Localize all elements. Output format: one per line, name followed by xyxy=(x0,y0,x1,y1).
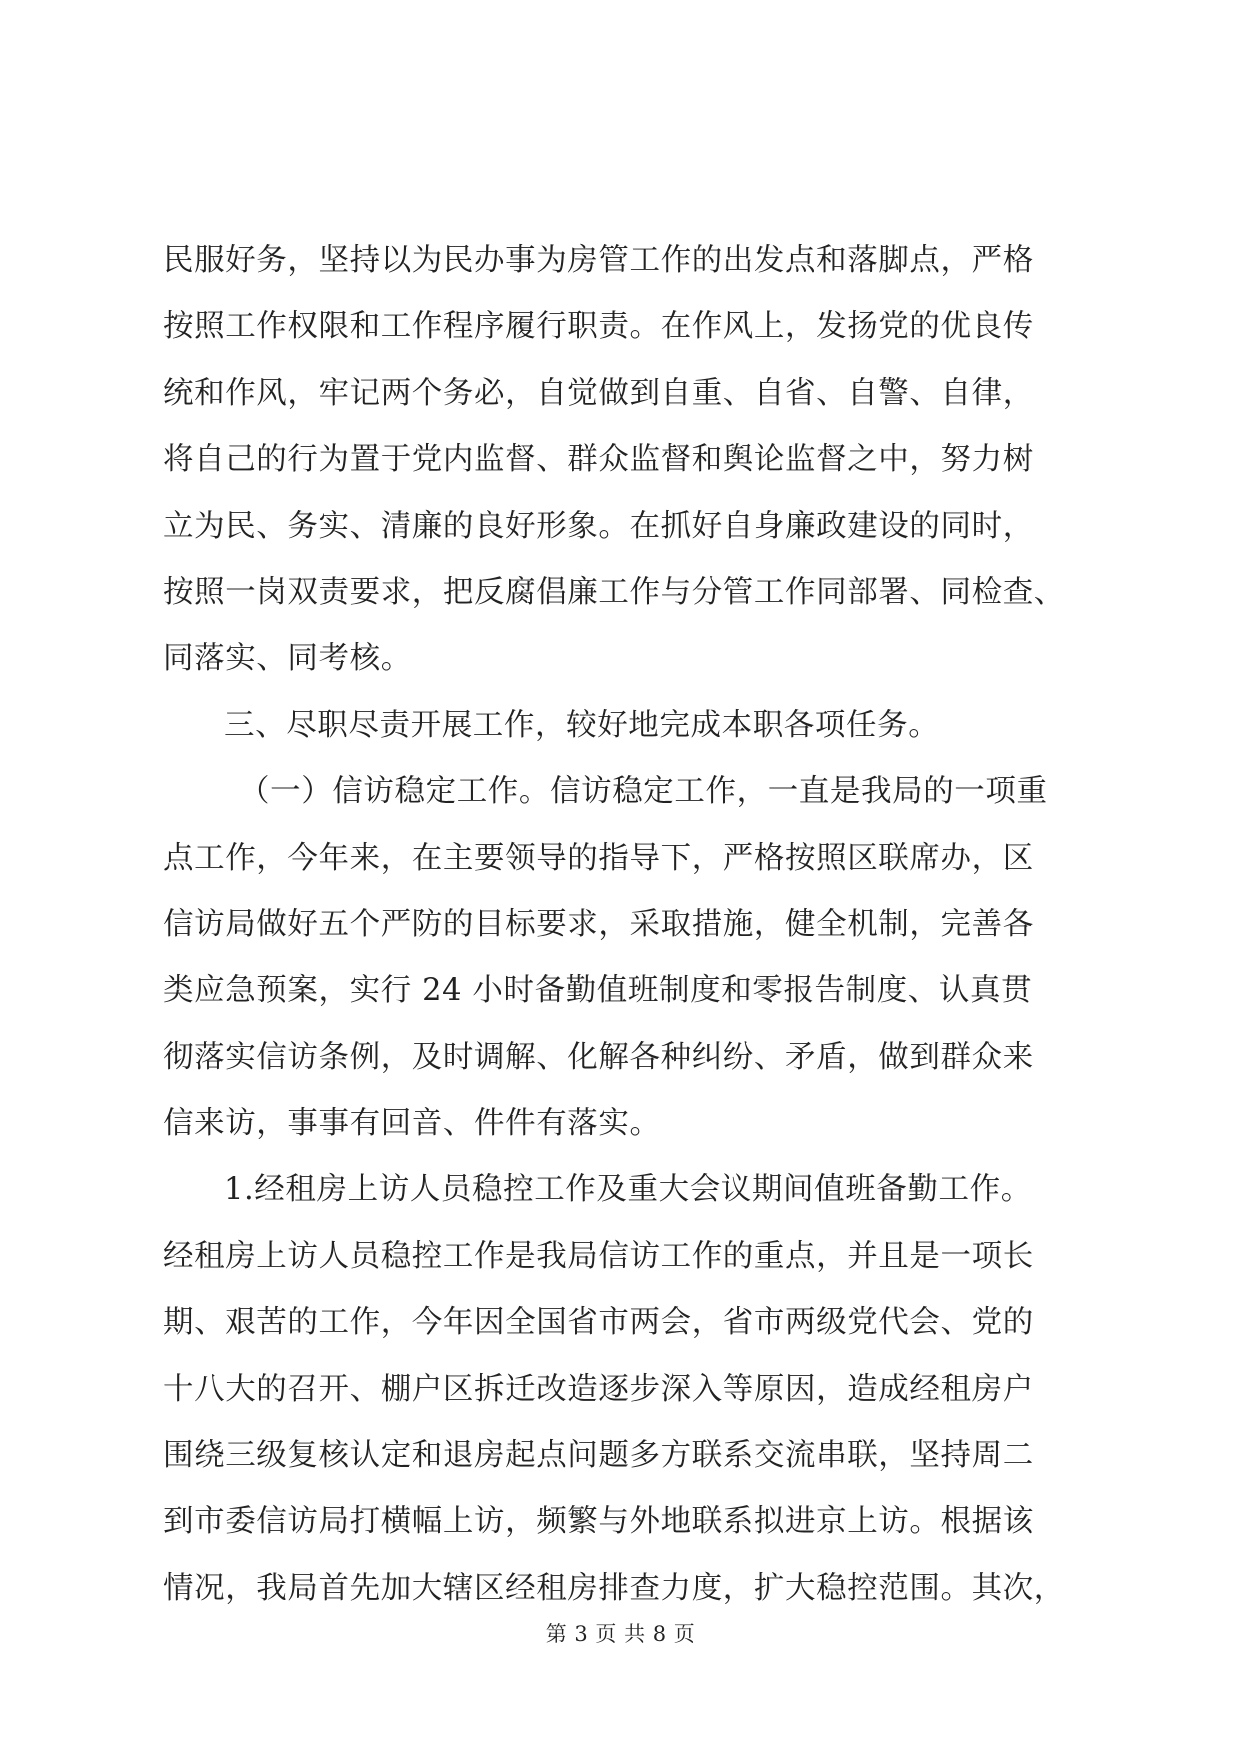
text-line: 统和作风，牢记两个务必，自觉做到自重、自省、自警、自律， xyxy=(163,375,1034,411)
document-body xyxy=(163,228,1085,1622)
text-line: 立为民、务实、清廉的良好形象。在抓好自身廉政建设的同时， xyxy=(163,508,1034,544)
text-line: 类应急预案，实行 24 小时备勤值班制度和零报告制度、认真贯 xyxy=(163,973,1033,1009)
text-line: 将自己的行为置于党内监督、群众监督和舆论监督之中，努力树 xyxy=(163,442,1034,478)
text-line: 期、艰苦的工作，今年因全国省市两会，省市两级党代会、党的 xyxy=(163,1305,1034,1341)
section-heading: 三、尽职尽责开展工作，较好地完成本职各项任务。 xyxy=(224,707,940,743)
text-line: 情况，我局首先加大辖区经租房排查力度，扩大稳控范围。其次， xyxy=(163,1570,1065,1606)
text-line: 经租房上访人员稳控工作是我局信访工作的重点，并且是一项长 xyxy=(163,1238,1034,1274)
text-line: 民服好务，坚持以为民办事为房管工作的出发点和落脚点，严格 xyxy=(163,243,1034,278)
text-line: 围绕三级复核认定和退房起点问题多方联系交流串联，坚持周二 xyxy=(163,1438,1034,1474)
item-heading: 1.经租房上访人员稳控工作及重大会议期间值班备勤工作。 xyxy=(224,1172,1032,1208)
text-line: 彻落实信访条例，及时调解、化解各种纠纷、矛盾，做到群众来 xyxy=(163,1039,1034,1075)
text-line: 到市委信访局打横幅上访，频繁与外地联系拟进京上访。根据该 xyxy=(163,1504,1034,1540)
text-line: 同落实、同考核。 xyxy=(163,641,412,677)
text-line: 信来访，事事有回音、件件有落实。 xyxy=(163,1106,661,1142)
page-footer: 第 3 页 共 8 页 xyxy=(545,1622,696,1646)
text-line: 按照工作权限和工作程序履行职责。在作风上，发扬党的优良传 xyxy=(163,309,1034,345)
text-line: 信访局做好五个严防的目标要求，采取措施，健全机制，完善各 xyxy=(163,906,1034,942)
text-line: 十八大的召开、棚户区拆迁改造逐步深入等原因，造成经租房户 xyxy=(163,1371,1034,1407)
subsection-heading: （一）信访稳定工作。信访稳定工作，一直是我局的一项重 xyxy=(239,774,1048,810)
text-line: 按照一岗双责要求，把反腐倡廉工作与分管工作同部署、同检查、 xyxy=(163,574,1065,610)
text-line: 点工作，今年来，在主要领导的指导下，严格按照区联席办，区 xyxy=(163,840,1034,876)
